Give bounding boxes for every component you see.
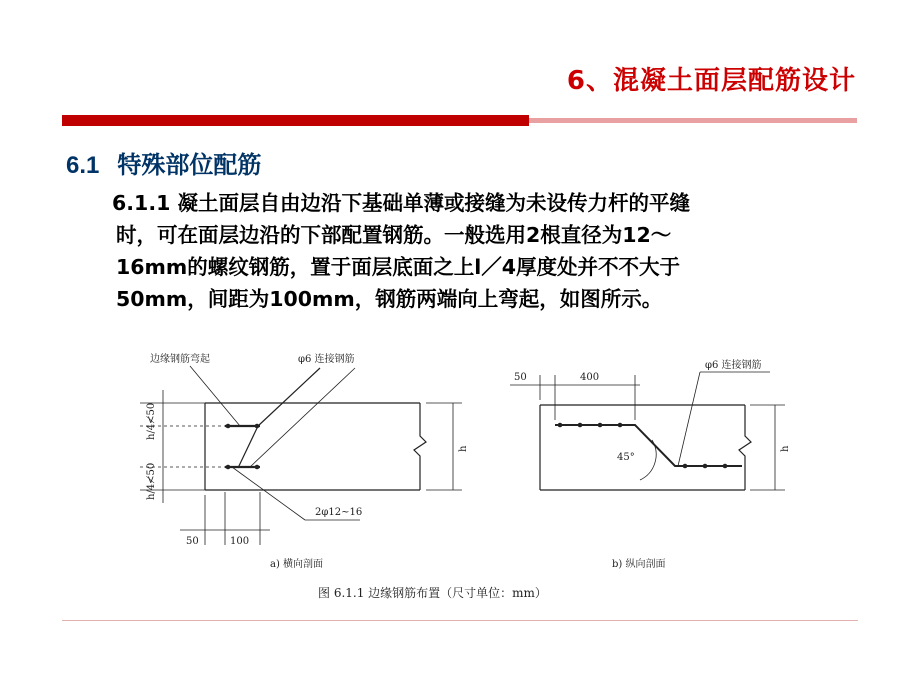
left-label-bar-spec: 2φ12~16	[315, 507, 363, 518]
right-dot-4	[618, 423, 623, 428]
paragraph-line-2: 时，可在面层边沿的下部配置钢筋。一般选用2根直径为12～	[116, 223, 672, 247]
paragraph-line-3: 16mm的螺纹钢筋，置于面层底面之上l／4厚度处并不不大于	[116, 255, 681, 279]
left-dim-50: 50	[186, 536, 199, 547]
left-dim-100: 100	[230, 536, 250, 547]
right-dot-7	[723, 464, 728, 469]
figure-caption: 图 6.1.1 边缘钢筋布置（尺寸单位：mm）	[318, 586, 547, 600]
left-dot-3	[226, 465, 231, 470]
left-link-diag	[238, 426, 258, 468]
right-dim-50: 50	[514, 372, 527, 383]
right-labels	[514, 358, 791, 570]
right-caption: b) 纵向剖面	[612, 559, 666, 570]
right-panel	[510, 372, 785, 490]
right-dim-400: 400	[580, 372, 600, 383]
paragraph-line-1: 6.1.1 凝土面层自由边沿下基础单薄或接缝为未设传力杆的平缝	[112, 191, 691, 215]
section-title: 特殊部位配筋	[117, 151, 262, 179]
right-label-h: h	[780, 445, 791, 452]
left-label-h4-bottom: h/4≮50	[146, 462, 157, 500]
left-leader-link	[250, 368, 355, 467]
left-panel	[140, 366, 462, 545]
left-caption: a) 横向剖面	[270, 559, 324, 570]
right-label-angle: 45°	[617, 452, 635, 463]
left-label-h4-top: h/4≮50	[146, 402, 157, 440]
right-dot-1	[558, 423, 563, 428]
right-rebar-dots	[558, 423, 728, 469]
right-bent-rebar	[555, 425, 742, 466]
left-dot-1	[226, 424, 231, 429]
right-dot-2	[578, 423, 583, 428]
left-leader-bar	[232, 467, 305, 520]
right-dot-3	[598, 423, 603, 428]
paragraph-line-4: 50mm，间距为100mm，钢筋两端向上弯起，如图所示。	[116, 287, 663, 311]
right-break-line	[739, 405, 751, 490]
slide-title: 6、混凝土面层配筋设计	[566, 66, 856, 96]
left-leader-bent	[190, 366, 240, 426]
right-angle-arc	[640, 440, 656, 480]
left-label-bent-bar: 边缘钢筋弯起	[150, 354, 210, 365]
section-number: 6.1	[66, 152, 100, 179]
right-dot-6	[703, 464, 708, 469]
left-label-h: h	[458, 445, 469, 452]
bottom-rule	[62, 620, 858, 621]
left-label-link-bar: φ6 连接钢筋	[298, 354, 355, 365]
right-dot-5	[683, 464, 688, 469]
right-label-link-bar: φ6 连接钢筋	[705, 360, 762, 371]
left-break-line	[414, 403, 426, 490]
right-leader-link	[678, 372, 700, 466]
left-dot-4	[255, 465, 260, 470]
left-link-top	[258, 368, 320, 426]
left-dot-2	[255, 424, 260, 429]
